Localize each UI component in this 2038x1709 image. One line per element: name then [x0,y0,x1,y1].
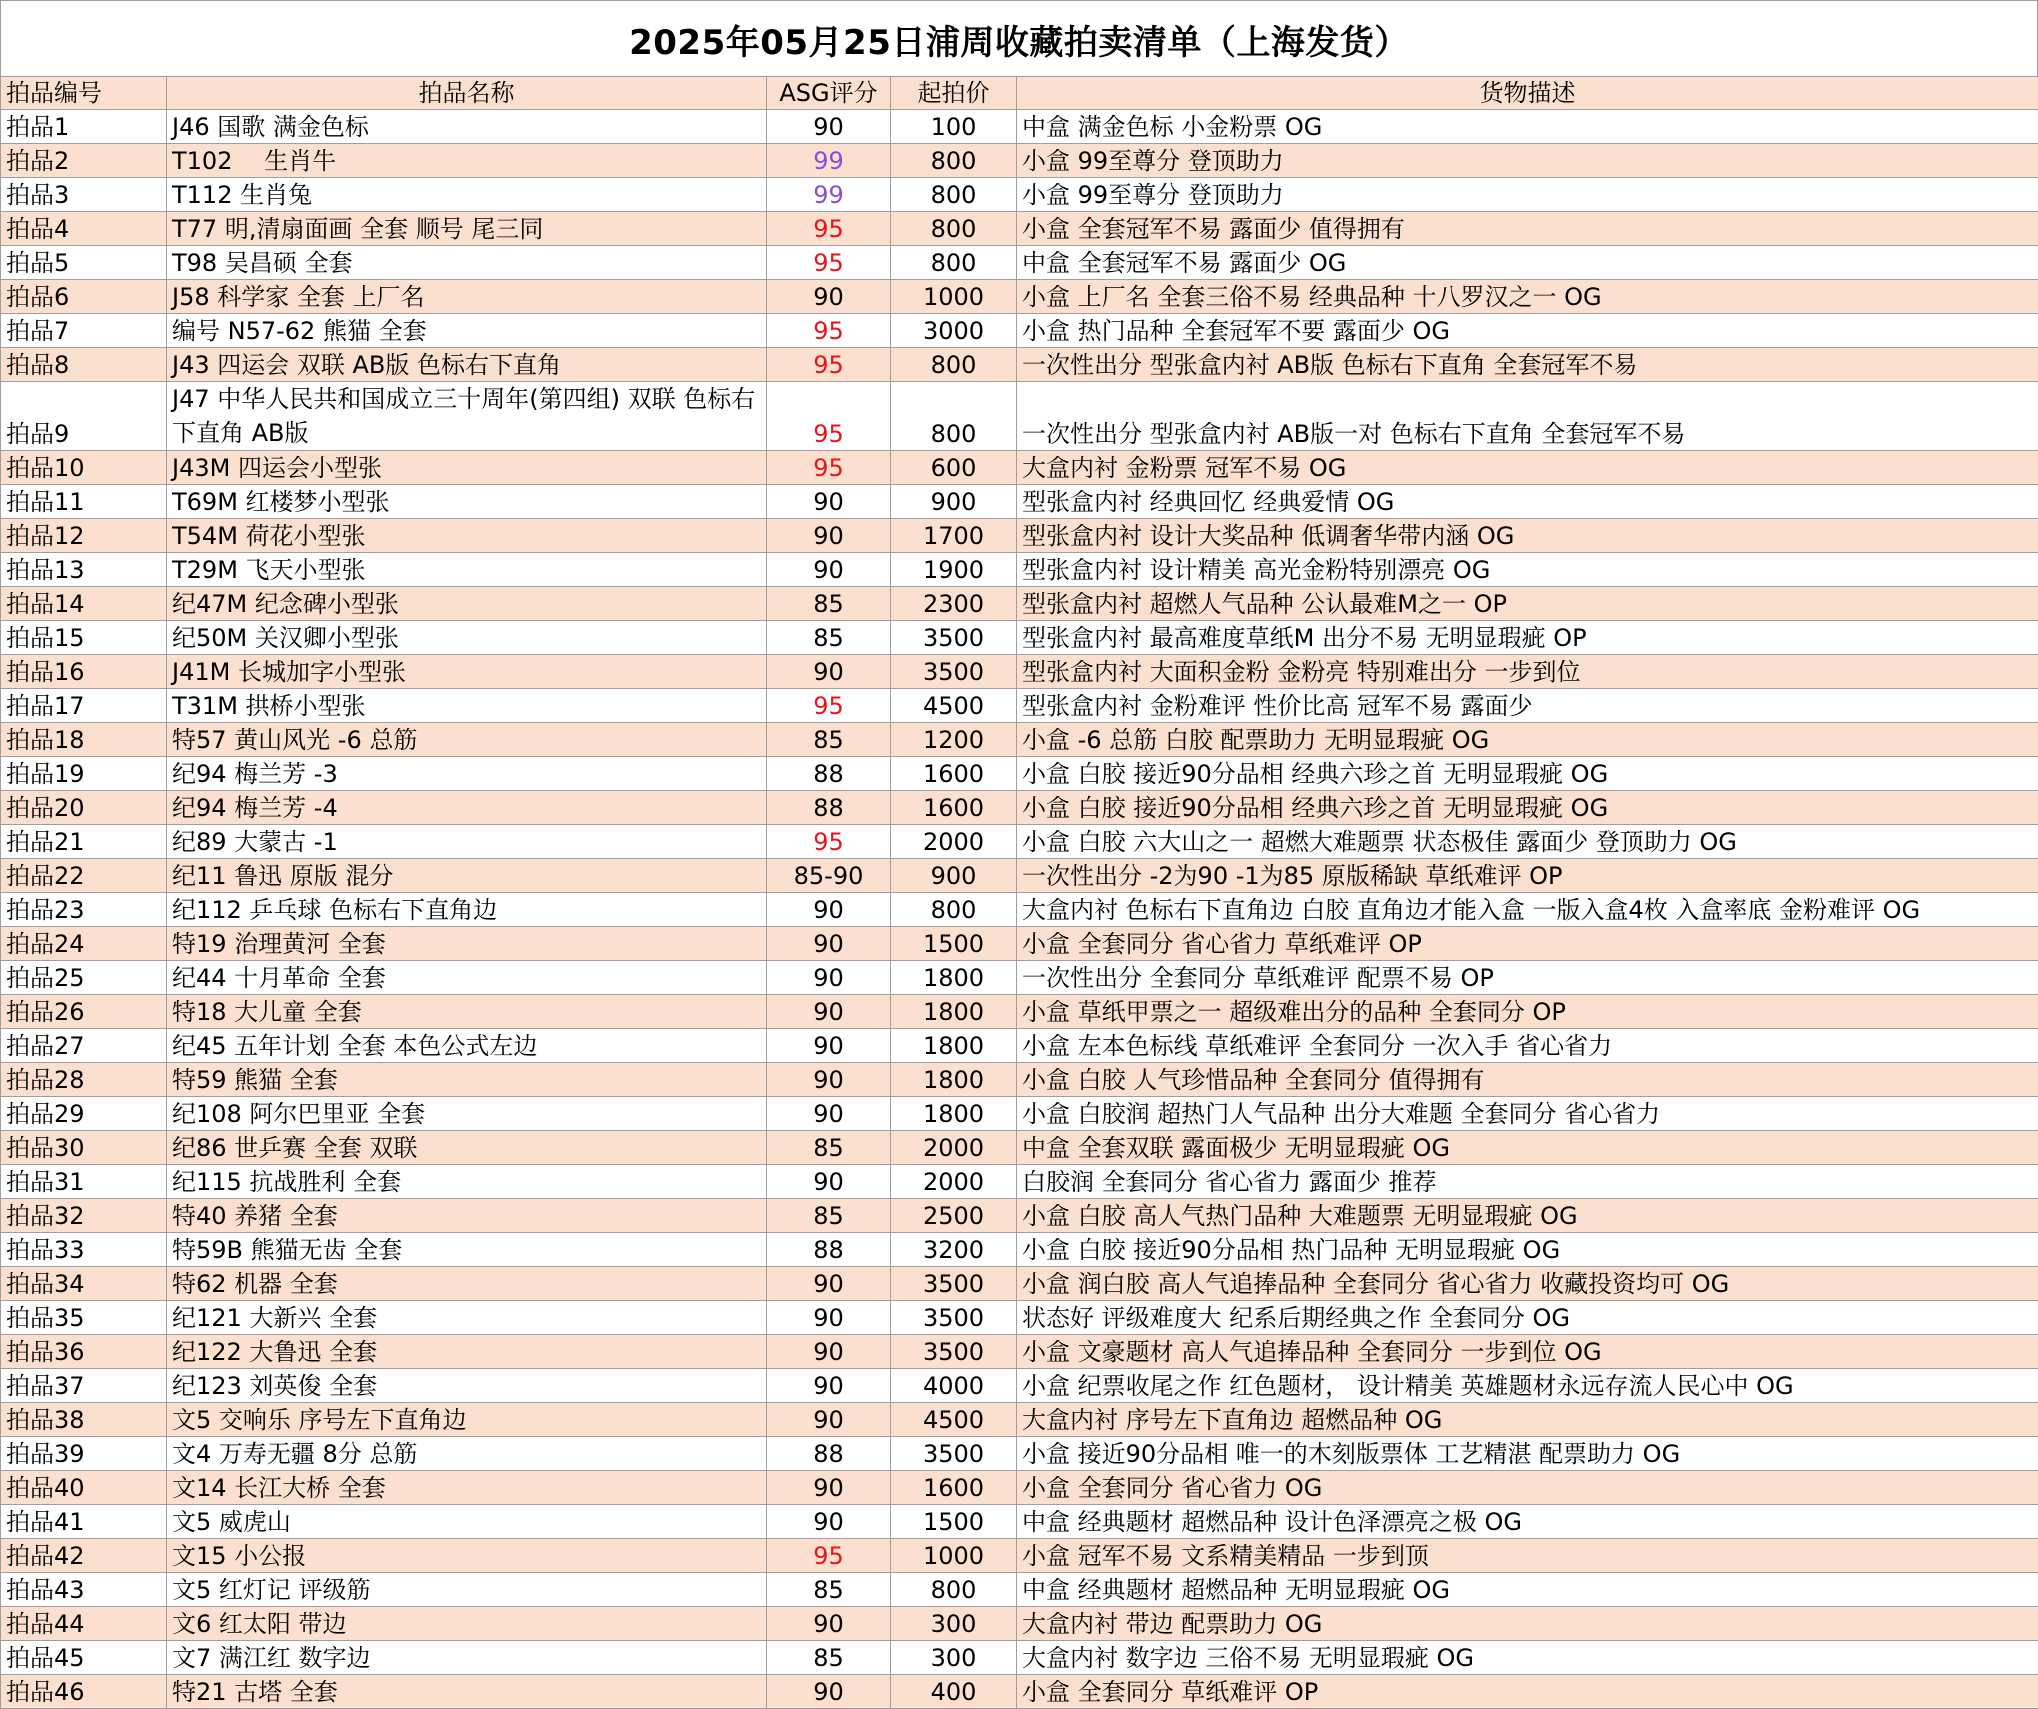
lot-number-cell: 拍品35 [1,1301,167,1335]
asg-score-cell: 90 [767,1335,891,1369]
description-cell: 一次性出分 -2为90 -1为85 原版稀缺 草纸难评 OP [1017,859,2038,893]
start-price-cell: 800 [891,893,1017,927]
asg-score-cell: 90 [767,280,891,314]
description-cell: 小盒 白胶润 超热门人气品种 出分大难题 全套同分 省心省力 [1017,1097,2038,1131]
table-row [1,1573,2038,1607]
description-cell: 小盒 热门品种 全套冠军不要 露面少 OG [1017,314,2038,348]
asg-score-cell: 90 [767,519,891,553]
lot-name-cell: 编号 N57-62 熊猫 全套 [167,314,767,348]
table-row [1,314,2038,348]
auction-table [0,76,2038,1709]
description-cell: 大盒内衬 金粉票 冠军不易 OG [1017,451,2038,485]
lot-number-cell: 拍品38 [1,1403,167,1437]
table-row [1,1641,2038,1675]
lot-number-cell: 拍品13 [1,553,167,587]
lot-name-cell: 纪112 乒乓球 色标右下直角边 [167,893,767,927]
start-price-cell: 800 [891,382,1017,451]
lot-number-cell: 拍品44 [1,1607,167,1641]
description-cell: 小盒 99至尊分 登顶助力 [1017,178,2038,212]
table-row [1,825,2038,859]
start-price-cell: 1800 [891,1063,1017,1097]
page-title: 2025年05月25日浦周收藏拍卖清单（上海发货） [629,15,1409,64]
asg-score-cell: 85 [767,1641,891,1675]
lot-name-cell: 纪121 大新兴 全套 [167,1301,767,1335]
description-cell: 白胶润 全套同分 省心省力 露面少 推荐 [1017,1165,2038,1199]
description-cell: 小盒 草纸甲票之一 超级难出分的品种 全套同分 OP [1017,995,2038,1029]
description-cell: 中盒 全套冠军不易 露面少 OG [1017,246,2038,280]
lot-number-cell: 拍品29 [1,1097,167,1131]
lot-number-cell: 拍品36 [1,1335,167,1369]
lot-name-cell: 特19 治理黄河 全套 [167,927,767,961]
lot-number-cell: 拍品14 [1,587,167,621]
asg-score-cell: 90 [767,553,891,587]
header-description: 货物描述 [1017,77,2038,110]
lot-name-cell: 纪50M 关汉卿小型张 [167,621,767,655]
table-row [1,893,2038,927]
start-price-cell: 800 [891,246,1017,280]
start-price-cell: 600 [891,451,1017,485]
lot-name-cell: 纪94 梅兰芳 -4 [167,791,767,825]
description-cell: 小盒 白胶 高人气热门品种 大难题票 无明显瑕疵 OG [1017,1199,2038,1233]
table-row [1,1437,2038,1471]
asg-score-cell: 99 [767,178,891,212]
description-cell: 小盒 润白胶 高人气追捧品种 全套同分 省心省力 收藏投资均可 OG [1017,1267,2038,1301]
lot-number-cell: 拍品27 [1,1029,167,1063]
description-cell: 一次性出分 全套同分 草纸难评 配票不易 OP [1017,961,2038,995]
lot-number-cell: 拍品30 [1,1131,167,1165]
description-cell: 小盒 99至尊分 登顶助力 [1017,144,2038,178]
start-price-cell: 900 [891,485,1017,519]
table-row [1,1301,2038,1335]
lot-name-cell: 特57 黄山风光 -6 总筋 [167,723,767,757]
lot-number-cell: 拍品40 [1,1471,167,1505]
lot-name-cell: 纪44 十月革命 全套 [167,961,767,995]
description-cell: 状态好 评级难度大 纪系后期经典之作 全套同分 OG [1017,1301,2038,1335]
start-price-cell: 2000 [891,1131,1017,1165]
lot-number-cell: 拍品20 [1,791,167,825]
start-price-cell: 300 [891,1641,1017,1675]
table-row [1,1233,2038,1267]
description-cell: 型张盒内衬 设计精美 高光金粉特别漂亮 OG [1017,553,2038,587]
asg-score-cell: 88 [767,791,891,825]
lot-number-cell: 拍品34 [1,1267,167,1301]
lot-name-cell: 文14 长江大桥 全套 [167,1471,767,1505]
table-row [1,1471,2038,1505]
table-row [1,348,2038,382]
lot-number-cell: 拍品23 [1,893,167,927]
lot-name-cell: T112 生肖兔 [167,178,767,212]
start-price-cell: 4500 [891,689,1017,723]
asg-score-cell: 95 [767,314,891,348]
asg-score-cell: 95 [767,451,891,485]
lot-number-cell: 拍品33 [1,1233,167,1267]
start-price-cell: 1600 [891,791,1017,825]
table-row [1,1063,2038,1097]
start-price-cell: 1600 [891,1471,1017,1505]
description-cell: 中盒 满金色标 小金粉票 OG [1017,110,2038,144]
asg-score-cell: 95 [767,348,891,382]
lot-name-cell: 特40 养猪 全套 [167,1199,767,1233]
description-cell: 型张盒内衬 大面积金粉 金粉亮 特别难出分 一步到位 [1017,655,2038,689]
table-row [1,110,2038,144]
asg-score-cell: 90 [767,655,891,689]
asg-score-cell: 90 [767,485,891,519]
asg-score-cell: 85 [767,1199,891,1233]
lot-name-cell: 特18 大儿童 全套 [167,995,767,1029]
start-price-cell: 1500 [891,1505,1017,1539]
lot-number-cell: 拍品31 [1,1165,167,1199]
header-row [1,77,2038,110]
table-row [1,144,2038,178]
start-price-cell: 3500 [891,1267,1017,1301]
description-cell: 型张盒内衬 金粉难评 性价比高 冠军不易 露面少 [1017,689,2038,723]
start-price-cell: 800 [891,144,1017,178]
lot-number-cell: 拍品6 [1,280,167,314]
table-row [1,723,2038,757]
description-cell: 型张盒内衬 经典回忆 经典爱情 OG [1017,485,2038,519]
start-price-cell: 3500 [891,1301,1017,1335]
table-row [1,1403,2038,1437]
description-cell: 小盒 白胶 六大山之一 超燃大难题票 状态极佳 露面少 登顶助力 OG [1017,825,2038,859]
lot-number-cell: 拍品1 [1,110,167,144]
start-price-cell: 3500 [891,1437,1017,1471]
description-cell: 中盒 经典题材 超燃品种 设计色泽漂亮之极 OG [1017,1505,2038,1539]
asg-score-cell: 90 [767,1301,891,1335]
asg-score-cell: 85 [767,1573,891,1607]
start-price-cell: 2500 [891,1199,1017,1233]
table-row [1,621,2038,655]
start-price-cell: 4000 [891,1369,1017,1403]
asg-score-cell: 88 [767,1233,891,1267]
lot-name-cell: J46 国歌 满金色标 [167,110,767,144]
table-row [1,553,2038,587]
start-price-cell: 100 [891,110,1017,144]
start-price-cell: 1800 [891,995,1017,1029]
asg-score-cell: 95 [767,212,891,246]
description-cell: 小盒 白胶 人气珍惜品种 全套同分 值得拥有 [1017,1063,2038,1097]
start-price-cell: 1800 [891,1097,1017,1131]
table-row [1,1675,2038,1709]
lot-number-cell: 拍品28 [1,1063,167,1097]
start-price-cell: 3500 [891,655,1017,689]
description-cell: 小盒 左本色标线 草纸难评 全套同分 一次入手 省心省力 [1017,1029,2038,1063]
table-row [1,1029,2038,1063]
description-cell: 小盒 白胶 接近90分品相 热门品种 无明显瑕疵 OG [1017,1233,2038,1267]
asg-score-cell: 90 [767,1607,891,1641]
lot-number-cell: 拍品8 [1,348,167,382]
asg-score-cell: 90 [767,1029,891,1063]
asg-score-cell: 99 [767,144,891,178]
lot-number-cell: 拍品3 [1,178,167,212]
description-cell: 大盒内衬 色标右下直角边 白胶 直角边才能入盒 一版入盒4枚 入盒率底 金粉难评 OG [1017,893,2038,927]
table-row [1,587,2038,621]
description-cell: 小盒 接近90分品相 唯一的木刻版票体 工艺精湛 配票助力 OG [1017,1437,2038,1471]
description-cell: 型张盒内衬 设计大奖品种 低调奢华带内涵 OG [1017,519,2038,553]
lot-number-cell: 拍品43 [1,1573,167,1607]
lot-name-cell: 纪108 阿尔巴里亚 全套 [167,1097,767,1131]
lot-number-cell: 拍品24 [1,927,167,961]
start-price-cell: 3500 [891,1335,1017,1369]
header-asg-score: ASG评分 [767,77,891,110]
lot-number-cell: 拍品9 [1,382,167,451]
description-cell: 小盒 全套同分 省心省力 OG [1017,1471,2038,1505]
lot-name-cell: 纪86 世乒赛 全套 双联 [167,1131,767,1165]
lot-name-cell: T54M 荷花小型张 [167,519,767,553]
lot-name-cell: T29M 飞天小型张 [167,553,767,587]
lot-number-cell: 拍品15 [1,621,167,655]
start-price-cell: 3200 [891,1233,1017,1267]
description-cell: 小盒 全套同分 省心省力 草纸难评 OP [1017,927,2038,961]
description-cell: 型张盒内衬 超燃人气品种 公认最难M之一 OP [1017,587,2038,621]
asg-score-cell: 90 [767,927,891,961]
table-row [1,757,2038,791]
start-price-cell: 1000 [891,280,1017,314]
table-row [1,1097,2038,1131]
lot-number-cell: 拍品46 [1,1675,167,1709]
lot-number-cell: 拍品7 [1,314,167,348]
lot-name-cell: 纪122 大鲁迅 全套 [167,1335,767,1369]
lot-name-cell: 文5 威虎山 [167,1505,767,1539]
lot-number-cell: 拍品2 [1,144,167,178]
description-cell: 型张盒内衬 最高难度草纸M 出分不易 无明显瑕疵 OP [1017,621,2038,655]
table-row [1,859,2038,893]
lot-name-cell: J43 四运会 双联 AB版 色标右下直角 [167,348,767,382]
asg-score-cell: 90 [767,1403,891,1437]
table-row [1,995,2038,1029]
lot-name-cell: T31M 拱桥小型张 [167,689,767,723]
lot-name-cell: 文5 红灯记 评级筋 [167,1573,767,1607]
description-cell: 大盒内衬 序号左下直角边 超燃品种 OG [1017,1403,2038,1437]
start-price-cell: 4500 [891,1403,1017,1437]
asg-score-cell: 90 [767,1369,891,1403]
start-price-cell: 2300 [891,587,1017,621]
asg-score-cell: 95 [767,689,891,723]
lot-name-cell: 纪47M 纪念碑小型张 [167,587,767,621]
description-cell: 小盒 上厂名 全套三俗不易 经典品种 十八罗汉之一 OG [1017,280,2038,314]
lot-number-cell: 拍品4 [1,212,167,246]
table-row [1,1369,2038,1403]
description-cell: 一次性出分 型张盒内衬 AB版 色标右下直角 全套冠军不易 [1017,348,2038,382]
table-row [1,212,2038,246]
lot-number-cell: 拍品39 [1,1437,167,1471]
lot-number-cell: 拍品41 [1,1505,167,1539]
start-price-cell: 2000 [891,1165,1017,1199]
asg-score-cell: 88 [767,757,891,791]
table-row [1,655,2038,689]
lot-name-cell: 特21 古塔 全套 [167,1675,767,1709]
header-lot-name: 拍品名称 [167,77,767,110]
lot-number-cell: 拍品22 [1,859,167,893]
start-price-cell: 400 [891,1675,1017,1709]
description-cell: 小盒 白胶 接近90分品相 经典六珍之首 无明显瑕疵 OG [1017,757,2038,791]
description-cell: 中盒 全套双联 露面极少 无明显瑕疵 OG [1017,1131,2038,1165]
asg-score-cell: 90 [767,1267,891,1301]
lot-number-cell: 拍品32 [1,1199,167,1233]
description-cell: 小盒 -6 总筋 白胶 配票助力 无明显瑕疵 OG [1017,723,2038,757]
table-row [1,1607,2038,1641]
start-price-cell: 1800 [891,1029,1017,1063]
lot-name-cell: 文15 小公报 [167,1539,767,1573]
asg-score-cell: 90 [767,1471,891,1505]
description-cell: 小盒 全套同分 草纸难评 OP [1017,1675,2038,1709]
asg-score-cell: 90 [767,1063,891,1097]
description-cell: 小盒 全套冠军不易 露面少 值得拥有 [1017,212,2038,246]
table-row [1,689,2038,723]
lot-name-cell: 纪45 五年计划 全套 本色公式左边 [167,1029,767,1063]
table-row [1,927,2038,961]
lot-number-cell: 拍品19 [1,757,167,791]
table-row [1,1131,2038,1165]
lot-number-cell: 拍品21 [1,825,167,859]
asg-score-cell: 90 [767,961,891,995]
description-cell: 小盒 文豪题材 高人气追捧品种 全套同分 一步到位 OG [1017,1335,2038,1369]
lot-name-cell: T102 生肖牛 [167,144,767,178]
table-row [1,791,2038,825]
start-price-cell: 1000 [891,1539,1017,1573]
start-price-cell: 3500 [891,621,1017,655]
lot-name-cell: 特59B 熊猫无齿 全套 [167,1233,767,1267]
lot-name-cell: 特59 熊猫 全套 [167,1063,767,1097]
lot-name-cell: J58 科学家 全套 上厂名 [167,280,767,314]
table-row [1,1335,2038,1369]
start-price-cell: 1200 [891,723,1017,757]
description-cell: 大盒内衬 带边 配票助力 OG [1017,1607,2038,1641]
lot-number-cell: 拍品5 [1,246,167,280]
table-row [1,246,2038,280]
start-price-cell: 1500 [891,927,1017,961]
table-row [1,1539,2038,1573]
start-price-cell: 800 [891,348,1017,382]
lot-number-cell: 拍品37 [1,1369,167,1403]
lot-number-cell: 拍品45 [1,1641,167,1675]
lot-name-cell: 文6 红太阳 带边 [167,1607,767,1641]
table-row [1,382,2038,451]
lot-name-cell: 纪115 抗战胜利 全套 [167,1165,767,1199]
lot-name-cell: J43M 四运会小型张 [167,451,767,485]
asg-score-cell: 95 [767,382,891,451]
lot-name-cell: 文7 满江红 数字边 [167,1641,767,1675]
start-price-cell: 300 [891,1607,1017,1641]
asg-score-cell: 85 [767,723,891,757]
asg-score-cell: 85 [767,1131,891,1165]
asg-score-cell: 90 [767,1165,891,1199]
description-cell: 小盒 冠军不易 文系精美精品 一步到顶 [1017,1539,2038,1573]
lot-name-cell: 文4 万寿无疆 8分 总筋 [167,1437,767,1471]
asg-score-cell: 90 [767,1675,891,1709]
description-cell: 中盒 经典题材 超燃品种 无明显瑕疵 OG [1017,1573,2038,1607]
asg-score-cell: 95 [767,1539,891,1573]
table-row [1,1505,2038,1539]
description-cell: 一次性出分 型张盒内衬 AB版一对 色标右下直角 全套冠军不易 [1017,382,2038,451]
lot-number-cell: 拍品25 [1,961,167,995]
table-row [1,451,2038,485]
start-price-cell: 900 [891,859,1017,893]
lot-number-cell: 拍品16 [1,655,167,689]
table-row [1,280,2038,314]
table-body [1,110,2038,1709]
asg-score-cell: 90 [767,1505,891,1539]
start-price-cell: 1600 [891,757,1017,791]
table-row [1,519,2038,553]
lot-name-cell: 纪11 鲁迅 原版 混分 [167,859,767,893]
start-price-cell: 800 [891,212,1017,246]
asg-score-cell: 88 [767,1437,891,1471]
table-row [1,1267,2038,1301]
header-lot-number: 拍品编号 [1,77,167,110]
table-row [1,961,2038,995]
lot-name-cell: 纪94 梅兰芳 -3 [167,757,767,791]
start-price-cell: 2000 [891,825,1017,859]
asg-score-cell: 85-90 [767,859,891,893]
sheet-title-row [0,0,2038,77]
lot-name-cell: 特62 机器 全套 [167,1267,767,1301]
start-price-cell: 800 [891,178,1017,212]
asg-score-cell: 90 [767,110,891,144]
asg-score-cell: 95 [767,246,891,280]
lot-number-cell: 拍品11 [1,485,167,519]
lot-name-cell: 文5 交响乐 序号左下直角边 [167,1403,767,1437]
header-start-price: 起拍价 [891,77,1017,110]
asg-score-cell: 90 [767,995,891,1029]
lot-number-cell: 拍品42 [1,1539,167,1573]
lot-name-cell: J41M 长城加字小型张 [167,655,767,689]
lot-name-cell: T69M 红楼梦小型张 [167,485,767,519]
start-price-cell: 1900 [891,553,1017,587]
lot-number-cell: 拍品18 [1,723,167,757]
lot-number-cell: 拍品26 [1,995,167,1029]
asg-score-cell: 95 [767,825,891,859]
table-row [1,485,2038,519]
lot-name-cell: T98 吴昌硕 全套 [167,246,767,280]
lot-number-cell: 拍品17 [1,689,167,723]
table-row [1,1199,2038,1233]
table-row [1,1165,2038,1199]
start-price-cell: 1800 [891,961,1017,995]
lot-name-cell: 纪89 大蒙古 -1 [167,825,767,859]
description-cell: 小盒 白胶 接近90分品相 经典六珍之首 无明显瑕疵 OG [1017,791,2038,825]
lot-number-cell: 拍品10 [1,451,167,485]
start-price-cell: 1700 [891,519,1017,553]
lot-name-cell: T77 明,清扇面画 全套 顺号 尾三同 [167,212,767,246]
asg-score-cell: 90 [767,893,891,927]
asg-score-cell: 90 [767,1097,891,1131]
description-cell: 小盒 纪票收尾之作 红色题材， 设计精美 英雄题材永远存流人民心中 OG [1017,1369,2038,1403]
lot-name-cell: J47 中华人民共和国成立三十周年(第四组) 双联 色标右下直角 AB版 [167,382,767,451]
table-row [1,178,2038,212]
asg-score-cell: 85 [767,621,891,655]
asg-score-cell: 85 [767,587,891,621]
start-price-cell: 800 [891,1573,1017,1607]
lot-name-cell: 纪123 刘英俊 全套 [167,1369,767,1403]
description-cell: 大盒内衬 数字边 三俗不易 无明显瑕疵 OG [1017,1641,2038,1675]
lot-number-cell: 拍品12 [1,519,167,553]
start-price-cell: 3000 [891,314,1017,348]
